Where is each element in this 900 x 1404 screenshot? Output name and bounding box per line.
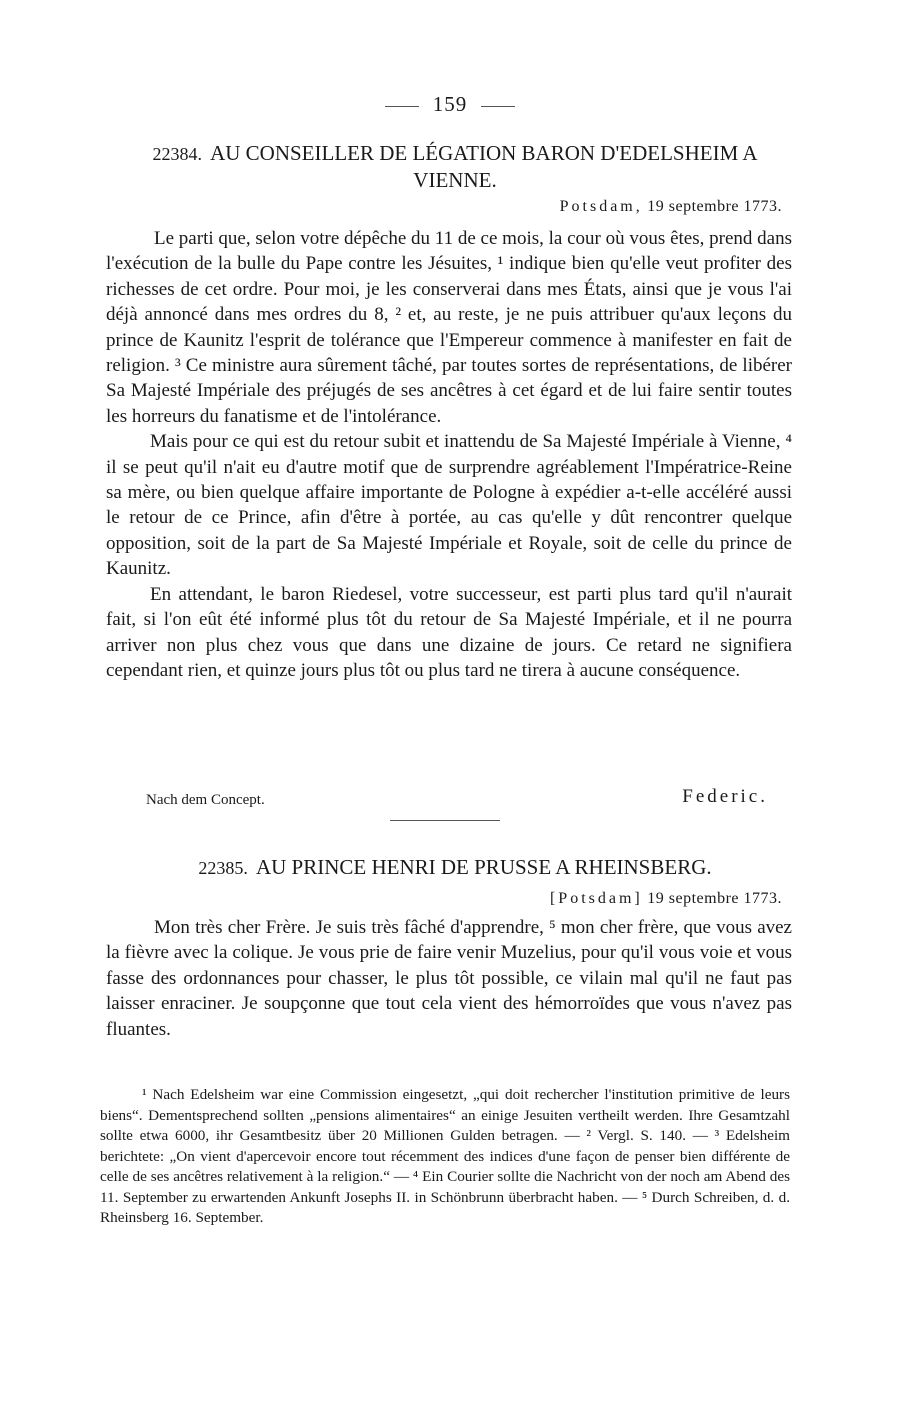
letter1-place: Potsdam, [559, 198, 643, 215]
footnotes [100, 1085, 790, 1229]
letter2-heading [130, 854, 780, 881]
letter1-paragraph-1: Le parti que, selon votre dépêche du 11 de ce mois, la cour où vous êtes, prend dans l'exécution de la bulle du Pape contre les Jésuites, ¹ indique bien qu'elle veut profiter des richesses de cet ordre. Pour moi, je les conserverai dans mes États, ainsi que je vous l'ai déjà annoncé dans mes ordres du 8, ² et, au reste, je ne puis attribuer qu'aux leçons du prince de Kaunitz l'esprit de tolérance que l'Empereur commence à manifester en fait de religion. ³ Ce ministre aura sûrement tâché, par toutes sortes de représentations, de libérer Sa Majesté Impériale des préjugés de ses ancêtres à cet égard et de lui faire sentir toutes les horreurs du fanatisme et de l'intolérance. [106, 228, 792, 427]
letter2-date: 19 septembre 1773. [647, 890, 782, 907]
letter2-paragraph-1: Mon très cher Frère. Je suis très fâché d'apprendre, ⁵ mon cher frère, que vous avez la fièvre avec la colique. Je vous prie de faire venir Muzelius, pour qu'il vous voie et vous fasse des ordonnances pour chasser, le plus tôt possible, ce vilain mal qu'il ne faut pas laisser enraciner. Je soupçonne que tout cela vient des hémorroïdes que vous n'avez pas fluantes. [106, 917, 792, 1040]
letter2-title: AU PRINCE HENRI DE PRUSSE A RHEINSBERG. [255, 855, 712, 879]
letter1-body [106, 226, 792, 683]
page-number-rule-right [481, 106, 515, 107]
letter1-date: 19 septembre 1773. [647, 198, 782, 215]
letter2-body [106, 915, 792, 1042]
letter1-paragraph-2: Mais pour ce qui est du retour subit et inattendu de Sa Majesté Impériale à Vienne, ⁴ il se peut qu'il n'ait eu d'autre motif que de surprendre agréablement l'Impératrice-Reine sa mère, ou bien quelque affaire importante de Pologne à expédier a-t-elle accéléré aussi le retour de ce Prince, afin d'être à portée, au cas qu'elle y dût rencontrer quelque opposition, soit de la part de Sa Majesté Impériale et Royale, soit de celle du prince de Kaunitz. [106, 431, 792, 580]
letter1-paragraph-3: En attendant, le baron Riedesel, votre successeur, est parti plus tard qu'il n'aurait fait, si l'on eût été informé plus tôt du retour de Sa Majesté Impériale, et il ne pourra arriver non plus chez vous que dans une dizaine de jours. Ce retard ne signifiera cependant rien, et quinze jours plus tôt ou plus tard ne tirera à aucune conséquence. [106, 583, 792, 681]
letter-separator [390, 820, 500, 821]
page-number-text: 159 [432, 92, 468, 116]
page-number [0, 92, 900, 117]
footnotes-text: ¹ Nach Edelsheim war eine Commission eingesetzt, „qui doit rechercher l'institution primitive de leurs biens“. Dementsprechend sollten „pensions alimentaires“ an einige Jesuiten vertheilt werden. Ihre Gesamtzahl sollte etwa 6000, ihr Gesamtbesitz über 20 Millionen Gulden betragen. — ² Vergl. S. 140. — ³ Edelsheim berichtete: „On vient d'apercevoir encore tout récemment des indices d'une façon de penser bien différente de celle de ses ancêtres relativement à la religion.“ — ⁴ Ein Courier sollte die Nachricht von der noch am Abend des 11. September zu erwartenden Ankunft Josephs II. in Schönbrunn überbracht haben. — ⁵ Durch Schreiben, d. d. Rheinsberg 16. September. [100, 1086, 790, 1226]
letter1-signature: Federic. [682, 786, 768, 807]
letter2-number: 22385. [198, 858, 248, 878]
letter1-number: 22384. [152, 144, 202, 164]
letter2-place: [Potsdam] [549, 890, 643, 907]
letter2-place-date [550, 890, 782, 908]
letter1-place-date [560, 198, 782, 216]
letter1-heading [130, 140, 780, 193]
page-number-rule-left [385, 106, 419, 107]
letter1-title: AU CONSEILLER DE LÉGATION BARON D'EDELSHEIM A VIENNE. [210, 141, 758, 192]
letter1-source: Nach dem Concept. [146, 792, 265, 808]
